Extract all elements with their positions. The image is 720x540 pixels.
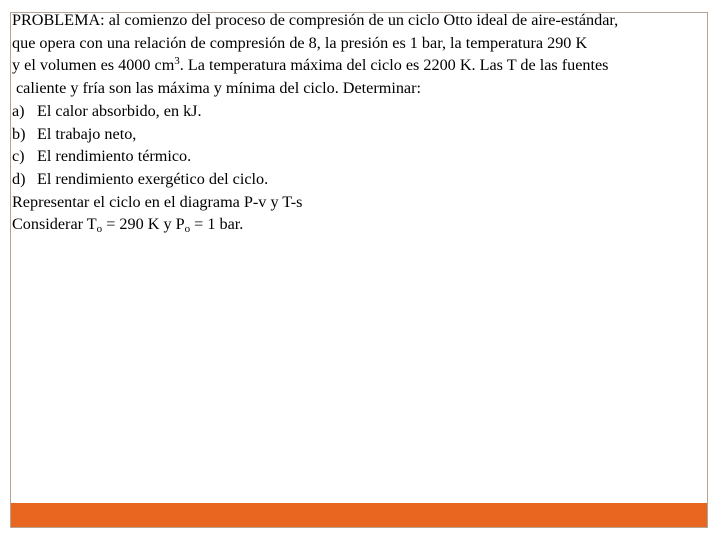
question-marker: b) (12, 124, 26, 143)
problem-line-4: caliente y fría son las máxima y mínima del ciclo. Determinar: (16, 79, 421, 98)
consider-post: = 1 bar. (190, 215, 244, 234)
represent-instruction: Representar el ciclo en el diagrama P-v y T-s (12, 192, 303, 211)
consider-mid: = 290 K y P (102, 215, 185, 234)
problem-line-1: PROBLEMA: al comienzo del proceso de compresión de un ciclo Otto ideal de aire-estándar, (12, 11, 619, 29)
problem-line-3-start: y el volumen es 4000 cm (12, 56, 175, 75)
problem-text (12, 9, 702, 236)
question-text: El rendimiento térmico. (37, 147, 192, 166)
question-marker: c) (12, 147, 25, 166)
question-marker: a) (12, 101, 25, 120)
reference-pressure-subscript: o (184, 223, 191, 236)
question-text: El calor absorbido, en kJ. (37, 101, 202, 120)
volume-unit-exponent: 3 (174, 55, 180, 68)
consider-instruction (12, 213, 702, 236)
question-text: El rendimiento exergético del ciclo. (37, 169, 269, 188)
consider-pre: Considerar T (12, 215, 97, 234)
problem-line-3 (12, 54, 702, 77)
problem-line-3-end: . La temperatura máxima del ciclo es 2200 K. Las T de las fuentes (179, 56, 609, 75)
bottom-accent-bar (11, 503, 707, 527)
question-a (12, 100, 702, 123)
question-d (12, 168, 702, 191)
question-b (12, 123, 702, 146)
reference-temperature-subscript: o (96, 223, 103, 236)
problem-line-2: que opera con una relación de compresión de 8, la presión es 1 bar, la temperatura 290 K (12, 33, 588, 52)
question-marker: d) (12, 169, 26, 188)
question-text: El trabajo neto, (37, 124, 137, 143)
question-c (12, 145, 702, 168)
